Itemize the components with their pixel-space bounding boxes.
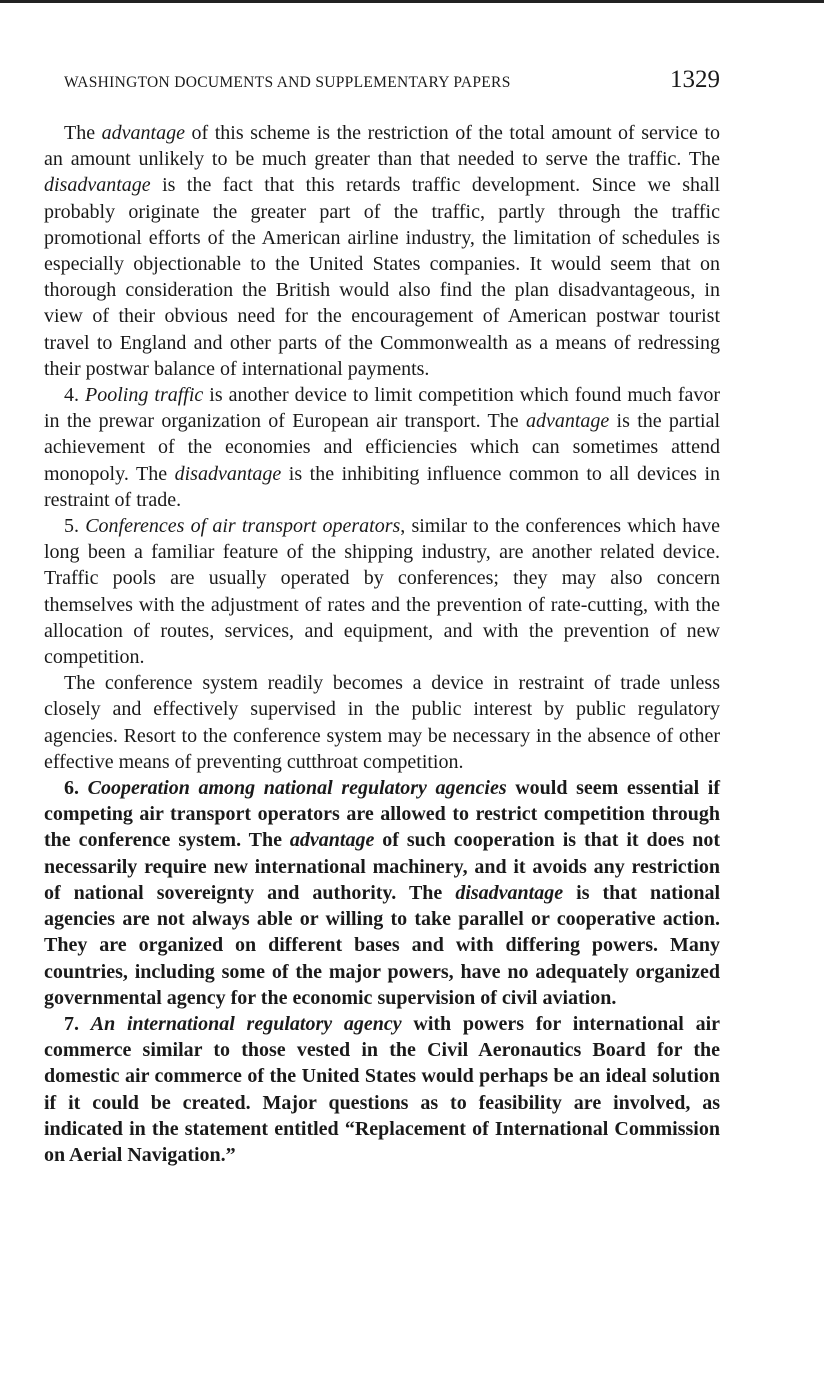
paragraph-cooperation (44, 775, 720, 1011)
italic-term: disadvantage (455, 881, 564, 904)
italic-term: disadvantage (44, 174, 151, 197)
italic-heading: Pooling traffic (85, 384, 204, 407)
text-run: , similar to the conferences which have long been a familiar feature of the shipping industry, are another related device. Traffic pools are usually operated by conferences; they may also concern themselves with the adjustment of rates and the prevention of rate-cutting, with the allocation of routes, services, and equipment, and with the prevention of new competition. (44, 515, 721, 669)
text-run: is the partial achievement of the economies and efficiencies which can sometimes attend monopoly. The (44, 410, 720, 485)
italic-heading: Conferences of air transport operators (85, 515, 401, 538)
text-run: is the inhibiting influence common to all devices in restraint of trade. (44, 462, 721, 511)
text-run: would seem essential if competing air transport operators are allowed to restrict competition through the conference system. The (44, 777, 720, 852)
paragraph-conferences (44, 513, 720, 670)
running-head: WASHINGTON DOCUMENTS AND SUPPLEMENTARY PAPERS (64, 74, 511, 91)
paragraph-scheme-advantage (44, 120, 720, 382)
italic-term: disadvantage (174, 462, 282, 485)
text-run: is the fact that this retards traffic development. Since we shall probably originate the greater part of the traffic, partly through the traffic promotional efforts of the American airline industry, the limitation of schedules is especially objectionable to the United States companies. It would seem that on thorough consideration the British would also find the plan disadvantageous, in view of their obvious need for the encouragement of American postwar tourist travel to England and other parts of the Commonwealth as a means of redressing their postwar balance of international payments. (44, 174, 720, 380)
italic-term: advantage (101, 122, 185, 144)
paragraph-international-agency (44, 1011, 720, 1168)
text-run: of this scheme is the restriction of the total amount of service to an amount unlikely to be much greater than that needed to serve the traffic. The (44, 122, 720, 171)
page-header (64, 66, 720, 100)
page-number: 1329 (670, 66, 720, 93)
text-run: is another device to limit competition which found much favor in the prewar organization of European air transport. The (44, 384, 721, 433)
text-run: The (64, 122, 102, 144)
item-number: 4. (64, 384, 86, 407)
text-run: The conference system readily becomes a device in restraint of trade unless closely and effectively supervised in the public interest by public regulatory agencies. Resort to the conference system may be necessary in the absence of other effective means of preventing cutthroat competition. (44, 672, 720, 773)
text-run: is that national agencies are not always able or willing to take parallel or cooperative action. They are organized on different bases and with differing powers. Many countries, including some of the major powers, have no adequately organized governmental agency for the economic supervision of civil aviation. (44, 881, 720, 1009)
italic-heading: Cooperation among national regulatory agencies (87, 777, 507, 800)
text-run: with powers for international air commerce similar to those vested in the Civil Aeronautics Board for the domestic air commerce of the United States would perhaps be an ideal solution if it could be created. Major questions as to feasibility are involved, as indicated in the statement entitled “Replacement of International Commission on Aerial Navigation.” (44, 1012, 721, 1166)
item-number: 5. (64, 515, 86, 538)
italic-heading: An international regulatory agency (90, 1012, 402, 1035)
item-number: 7. (64, 1012, 91, 1035)
item-number: 6. (64, 777, 88, 800)
italic-term: advantage (289, 829, 375, 852)
top-border-rule (0, 0, 824, 3)
text-run: of such cooperation is that it does not necessarily require new international machinery, and it avoids any restriction of national sovereignty and authority. The (44, 829, 720, 904)
italic-term: advantage (525, 410, 610, 433)
body-text (44, 120, 720, 1168)
paragraph-conference-system (44, 670, 720, 775)
paragraph-pooling-traffic (44, 382, 720, 513)
